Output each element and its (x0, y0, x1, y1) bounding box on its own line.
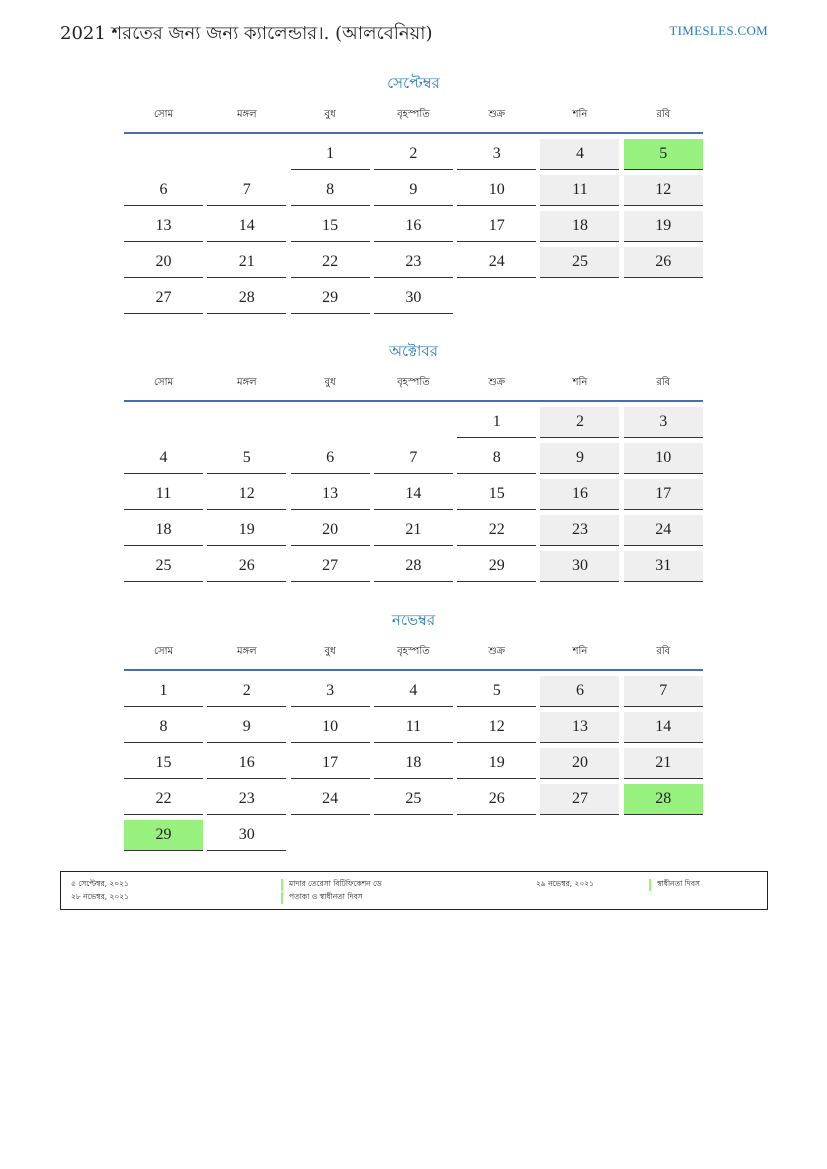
weekday-header (124, 372, 703, 394)
day-cell: 28 (207, 283, 286, 314)
day-cell: 24 (624, 515, 703, 546)
day-cell: 6 (124, 175, 203, 206)
day-cell: 1 (124, 676, 203, 707)
day-cell: 1 (457, 407, 536, 438)
day-cell: 15 (291, 211, 370, 242)
day-cell: 5 (624, 139, 703, 170)
day-cell: 17 (457, 211, 536, 242)
day-cell: 20 (124, 247, 203, 278)
day-cell: 28 (624, 784, 703, 815)
day-cell: 3 (291, 676, 370, 707)
day-cell: 29 (124, 820, 203, 851)
day-cell: 30 (374, 283, 453, 314)
weekday-sun: রবি (656, 377, 671, 388)
weekday-tue: মঙ্গল (236, 109, 257, 120)
day-cell: 27 (124, 283, 203, 314)
day-cell: 18 (540, 211, 619, 242)
header-divider (124, 669, 703, 671)
weekday-thu: বৃহস্পতি (397, 377, 430, 388)
weekday-mon: সোম (153, 109, 174, 120)
day-cell: 29 (457, 551, 536, 582)
day-cell: 29 (291, 283, 370, 314)
day-cell: 8 (124, 712, 203, 743)
day-cell: 10 (291, 712, 370, 743)
month-title: সেপ্টেম্বর (387, 74, 440, 92)
day-cell: 28 (374, 551, 453, 582)
day-cell: 16 (374, 211, 453, 242)
day-cell: 26 (207, 551, 286, 582)
day-cell: 7 (374, 443, 453, 474)
day-cell: 23 (207, 784, 286, 815)
day-cell: 11 (540, 175, 619, 206)
day-cell: 12 (624, 175, 703, 206)
day-cell: 14 (374, 479, 453, 510)
month-september (124, 70, 703, 314)
day-cell: 9 (374, 175, 453, 206)
day-cell: 22 (291, 247, 370, 278)
day-cell: 3 (624, 407, 703, 438)
day-cell: 18 (124, 515, 203, 546)
day-cell: 26 (457, 784, 536, 815)
day-cell: 13 (124, 211, 203, 242)
weekday-thu: বৃহস্পতি (397, 109, 430, 120)
month-title: নভেম্বর (391, 611, 436, 629)
weekday-mon: সোম (153, 377, 174, 388)
day-cell: 9 (207, 712, 286, 743)
day-cell: 19 (624, 211, 703, 242)
header-divider (124, 400, 703, 402)
day-cell: 2 (374, 139, 453, 170)
empty-cell (291, 407, 370, 437)
day-cell: 5 (207, 443, 286, 474)
weekday-fri: শুক্র (488, 646, 506, 657)
holiday-name: স্বাধীনতা দিবস (649, 879, 700, 891)
day-cell: 21 (624, 748, 703, 779)
day-cell: 6 (291, 443, 370, 474)
day-cell: 4 (124, 443, 203, 474)
day-cell: 14 (624, 712, 703, 743)
day-cell: 13 (291, 479, 370, 510)
weekday-fri: শুক্র (488, 377, 506, 388)
day-cell: 22 (124, 784, 203, 815)
day-cell: 24 (457, 247, 536, 278)
day-cell: 13 (540, 712, 619, 743)
weekday-tue: মঙ্গল (236, 646, 257, 657)
day-cell: 8 (291, 175, 370, 206)
day-cell: 15 (457, 479, 536, 510)
empty-cell (124, 139, 203, 169)
day-cell: 3 (457, 139, 536, 170)
day-grid (124, 139, 703, 314)
day-cell: 6 (540, 676, 619, 707)
day-cell: 4 (374, 676, 453, 707)
weekday-tue: মঙ্গল (236, 377, 257, 388)
weekday-sat: শনি (572, 109, 588, 120)
weekday-fri: শুক্র (488, 109, 506, 120)
holiday-row (61, 879, 767, 892)
weekday-sat: শনি (572, 646, 588, 657)
empty-cell (207, 139, 286, 169)
day-cell: 27 (291, 551, 370, 582)
day-cell: 14 (207, 211, 286, 242)
site-link[interactable]: TIMESLES.COM (669, 23, 768, 38)
day-cell: 2 (207, 676, 286, 707)
day-cell: 25 (540, 247, 619, 278)
weekday-header (124, 641, 703, 663)
day-cell: 16 (540, 479, 619, 510)
day-cell: 1 (291, 139, 370, 170)
page-title: 2021 শরতের জন্য জন্য ক্যালেন্ডার।. (আলবেনিয়া) (60, 23, 433, 44)
day-cell: 2 (540, 407, 619, 438)
header-divider (124, 132, 703, 134)
day-cell: 9 (540, 443, 619, 474)
weekday-header (124, 104, 703, 126)
day-cell: 31 (624, 551, 703, 582)
holiday-name: পতাকা ও স্বাধীনতা দিবস (281, 892, 363, 904)
day-cell: 10 (624, 443, 703, 474)
weekday-sun: রবি (656, 646, 671, 657)
day-cell: 5 (457, 676, 536, 707)
day-cell: 8 (457, 443, 536, 474)
weekday-sun: রবি (656, 109, 671, 120)
month-november (124, 607, 703, 851)
empty-cell (374, 407, 453, 437)
empty-cell (207, 407, 286, 437)
day-cell: 23 (374, 247, 453, 278)
day-cell: 23 (540, 515, 619, 546)
day-cell: 7 (624, 676, 703, 707)
day-cell: 15 (124, 748, 203, 779)
holiday-legend (60, 871, 768, 910)
weekday-wed: বুধ (324, 109, 336, 120)
holiday-date: ২৮ নভেম্বর, ২০২১ (71, 892, 130, 901)
day-cell: 30 (540, 551, 619, 582)
day-grid (124, 407, 703, 582)
day-cell: 19 (207, 515, 286, 546)
month-title: অক্টোবর (388, 342, 439, 360)
day-cell: 26 (624, 247, 703, 278)
day-cell: 4 (540, 139, 619, 170)
day-cell: 18 (374, 748, 453, 779)
holiday-date: ৫ সেপ্টেম্বর, ২০২১ (71, 879, 129, 888)
weekday-sat: শনি (572, 377, 588, 388)
day-cell: 21 (374, 515, 453, 546)
holiday-name: মাদার তেরেসা বিটিফিকেশন ডে (281, 879, 382, 891)
day-cell: 11 (374, 712, 453, 743)
day-cell: 27 (540, 784, 619, 815)
day-cell: 7 (207, 175, 286, 206)
day-cell: 30 (207, 820, 286, 851)
day-cell: 25 (124, 551, 203, 582)
day-cell: 19 (457, 748, 536, 779)
day-cell: 25 (374, 784, 453, 815)
weekday-mon: সোম (153, 646, 174, 657)
day-cell: 22 (457, 515, 536, 546)
day-cell: 17 (291, 748, 370, 779)
day-cell: 17 (624, 479, 703, 510)
empty-cell (124, 407, 203, 437)
weekday-wed: বুধ (324, 377, 336, 388)
holiday-row (61, 892, 767, 905)
day-cell: 10 (457, 175, 536, 206)
day-cell: 21 (207, 247, 286, 278)
day-cell: 12 (207, 479, 286, 510)
month-october (124, 338, 703, 582)
day-cell: 16 (207, 748, 286, 779)
day-cell: 20 (291, 515, 370, 546)
holiday-date: ২৯ নভেম্বর, ২০২১ (536, 879, 595, 888)
day-cell: 20 (540, 748, 619, 779)
day-cell: 24 (291, 784, 370, 815)
weekday-thu: বৃহস্পতি (397, 646, 430, 657)
day-cell: 12 (457, 712, 536, 743)
day-cell: 11 (124, 479, 203, 510)
day-grid (124, 676, 703, 851)
weekday-wed: বুধ (324, 646, 336, 657)
